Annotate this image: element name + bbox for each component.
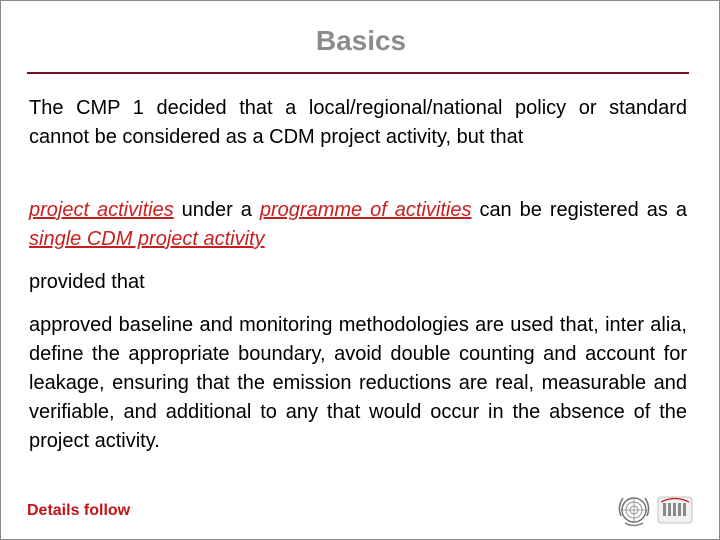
details-follow-link[interactable]: Details follow — [27, 502, 131, 519]
title-divider — [27, 72, 689, 74]
intro-paragraph: The CMP 1 decided that a local/regional/national policy or standard cannot be considered as a CDM project activity, but that — [29, 97, 687, 148]
term-programme-of-activities: programme of activities — [259, 199, 472, 221]
condition-paragraph: provided that — [29, 271, 145, 293]
requirements-paragraph: approved baseline and monitoring methodologies are used that, inter alia, define the appropriate boundary, avoid double counting and account for leakage, ensuring that the emission reductions are real, measurable and verifiable, and additional to any that would occur in the absence of the project activity. — [29, 314, 687, 452]
programme-paragraph — [29, 196, 687, 254]
term-project-activities: project activities — [29, 199, 174, 221]
unep-logo-icon — [655, 493, 695, 527]
term-single-cdm-project-activity: single CDM project activity — [29, 228, 265, 250]
slide-title: Basics — [315, 25, 407, 56]
paragraph-text: under a — [173, 199, 260, 221]
un-emblem-icon — [613, 489, 655, 531]
paragraph-text: can be registered as a — [471, 199, 687, 221]
